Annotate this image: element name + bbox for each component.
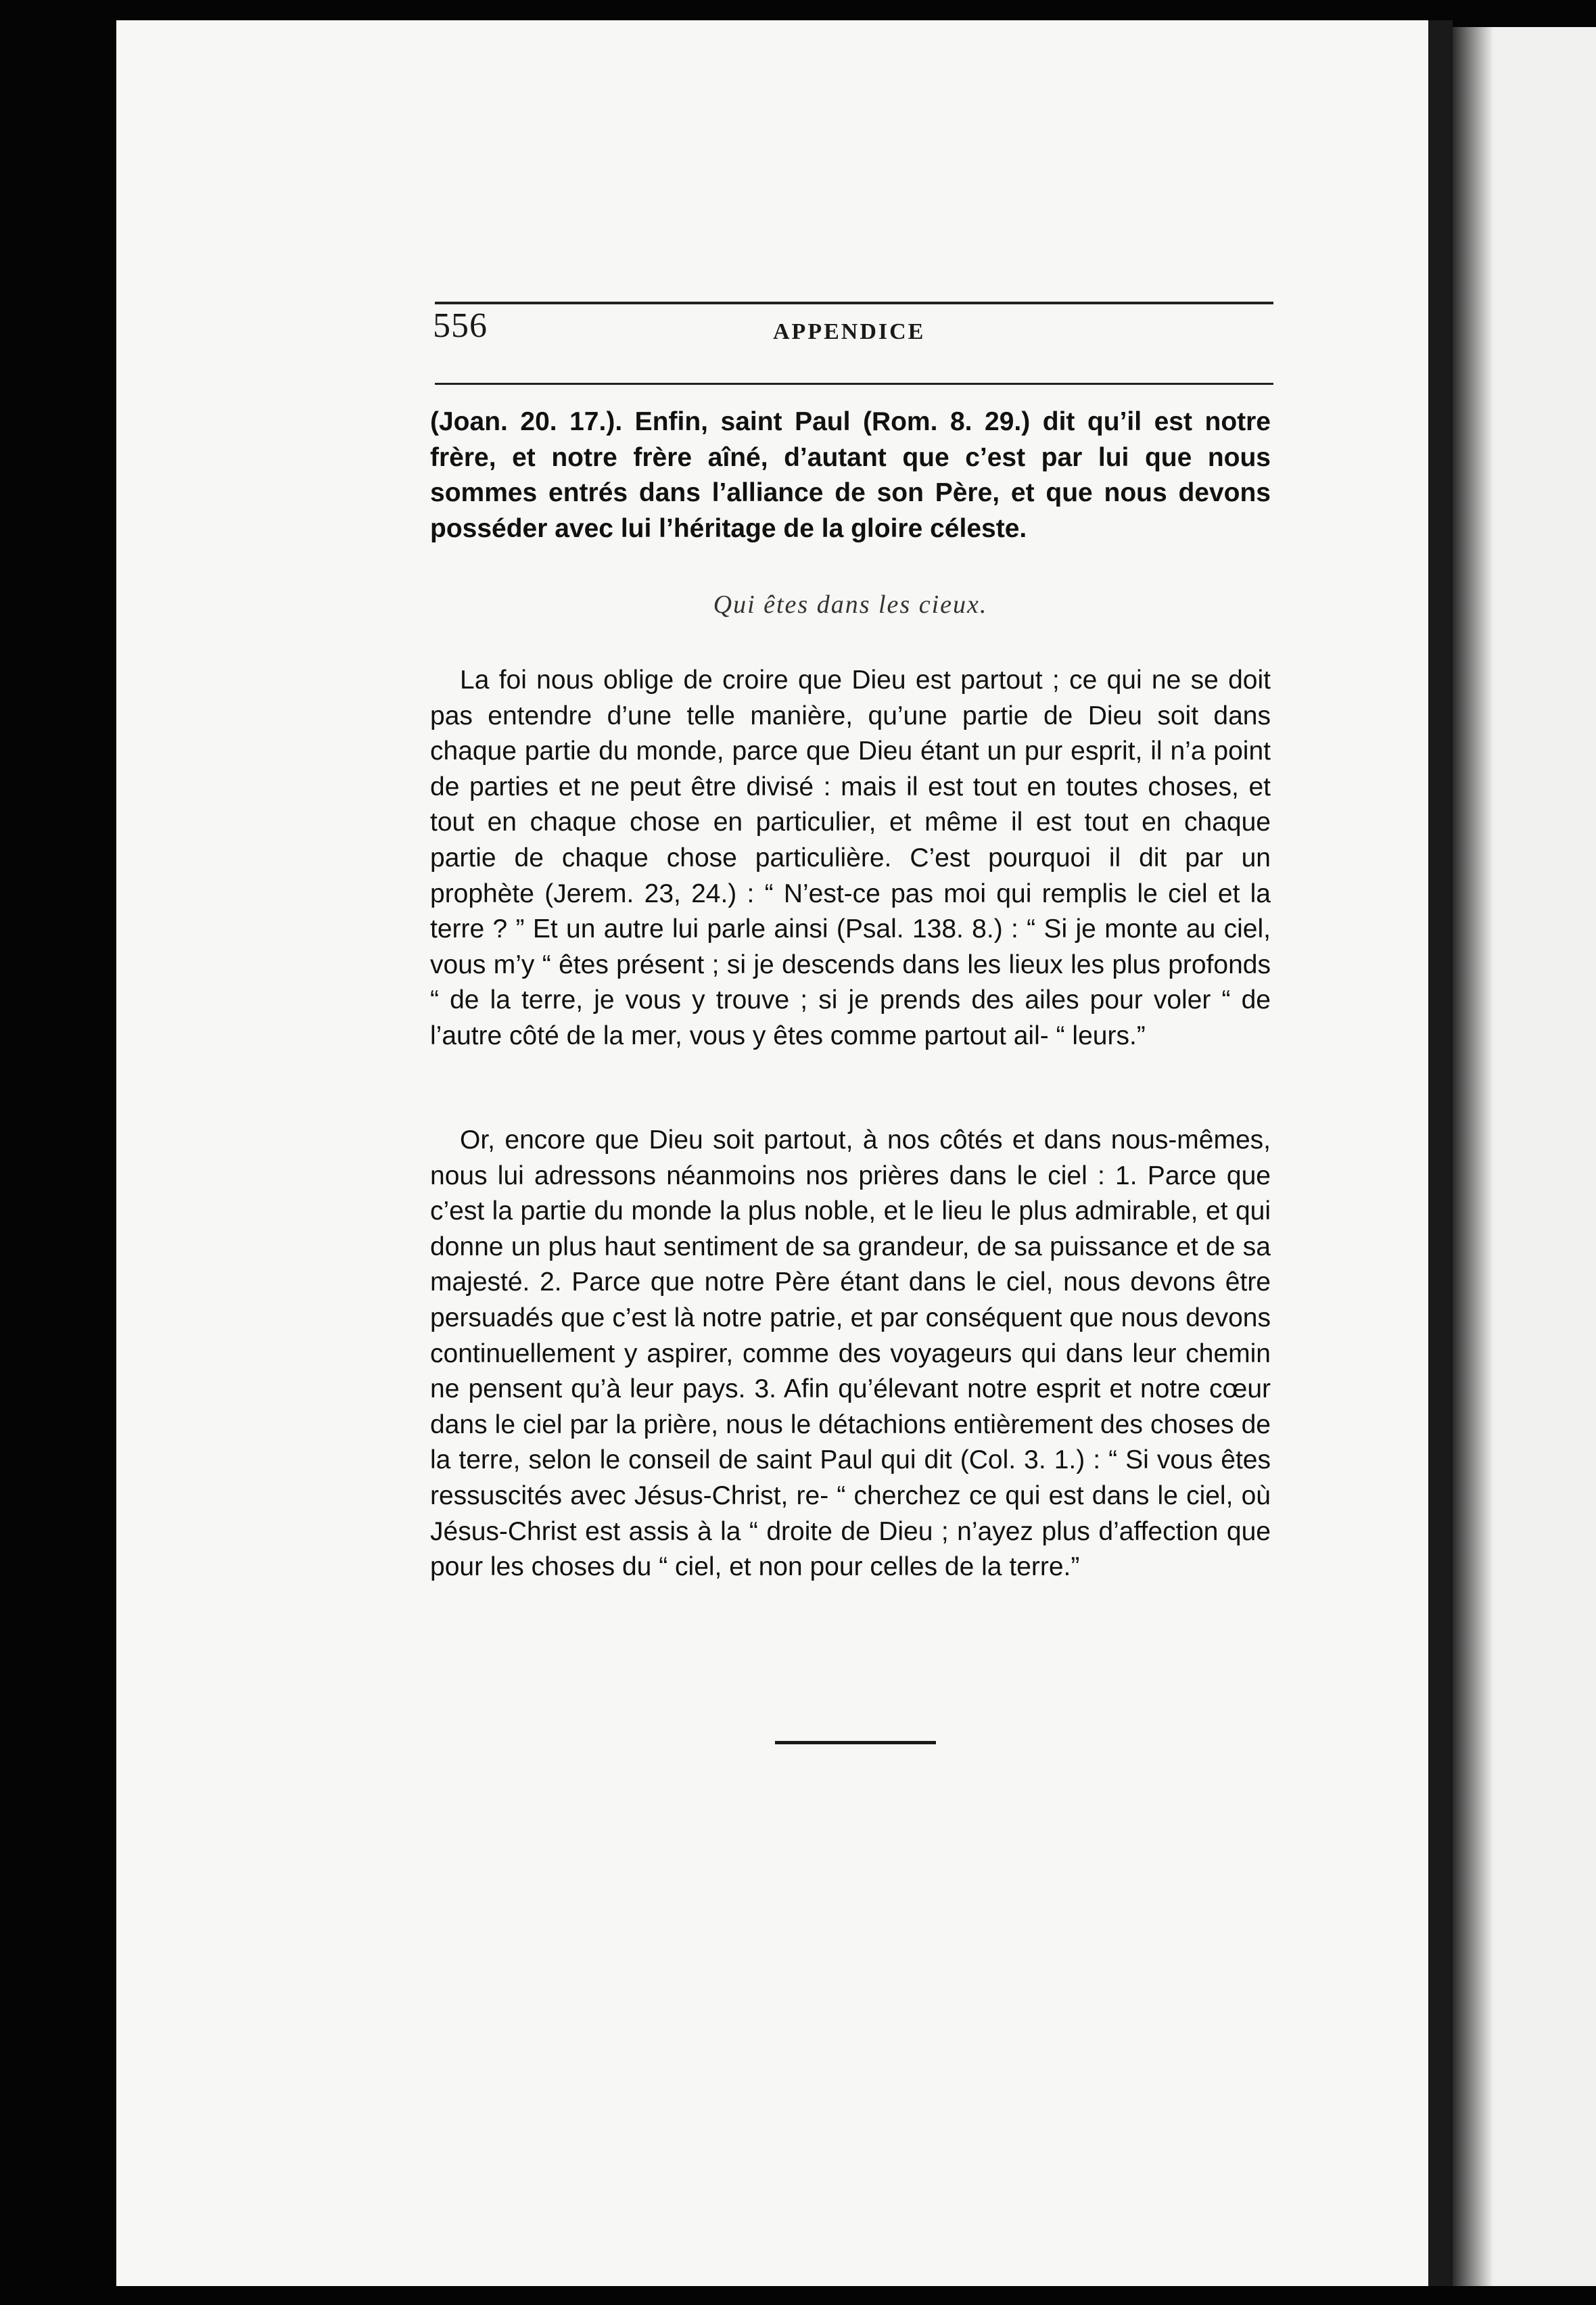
page-gutter-shadow — [1428, 20, 1453, 2286]
paragraph-1: (Joan. 20. 17.). Enfin, saint Paul (Rom. 8. 29.) dit qu’il est notre frère, et notre frère aîné, d’autant que c’est par lui que nous sommes entrés dans l’alliance de son Père, et que nous devons posséder avec lui l’héritage de la gloire céleste. — [430, 407, 1271, 543]
paragraph-3: Or, encore que Dieu soit partout, à nos côtés et dans nous-mêmes, nous lui adressons néanmoins nos prières dans le ciel : 1. Parce que c’est la partie du monde la plus noble, et le lieu le plus admirable, et qui donne un plus haut sentiment de sa grandeur, de sa puissance et de sa majesté. 2. Parce que notre Père étant dans le ciel, nous devons être persuadés que c’est là notre patrie, et par conséquent que nous devons continuellement y aspirer, comme des voyageurs qui dans leur chemin ne pensent qu’à leur pays. 3. Afin qu’élevant notre esprit et notre cœur dans le ciel par la prière, nous le détachions entièrement des choses de la terre, selon le conseil de saint Paul qui dit (Col. 3. 1.) : “ Si vous êtes ressuscités avec Jésus-Christ, re- “ cherchez ce qui est dans le ciel, où Jésus-Christ est assis à la “ droite de Dieu ; n’ayez plus d’affection que pour les choses du “ ciel, et non pour celles de la terre.” — [430, 1125, 1271, 1582]
end-rule — [775, 1741, 936, 1744]
adjacent-page-shadow — [1453, 27, 1493, 2286]
paragraph-2: La foi nous oblige de croire que Dieu est partout ; ce qui ne se doit pas entendre d’une telle manière, qu’une partie de Dieu soit dans chaque partie du monde, parce que Dieu étant un pur esprit, il n’a point de parties et ne peut être divisé : mais il est tout en toutes choses, et tout en chaque chose en particulier, et même il est tout en chaque partie de chaque chose particulière. C’est pourquoi il dit par un prophète (Jerem. 23, 24.) : “ N’est-ce pas moi qui remplis le ciel et la terre ? ” Et un autre lui parle ainsi (Psal. 138. 8.) : “ Si je monte au ciel, vous m’y “ êtes présent ; si je descends dans les lieux les plus profonds “ de la terre, je vous y trouve ; si je prends des ailes pour voler “ de l’autre côté de la mer, vous y êtes comme partout ail- “ leurs.” — [430, 666, 1271, 1050]
page-number: 556 — [433, 306, 488, 345]
header-top-rule — [435, 302, 1273, 304]
header-bottom-rule — [435, 383, 1273, 385]
running-head: APPENDICE — [773, 319, 926, 344]
section-subheading: Qui êtes dans les cieux. — [713, 590, 988, 619]
